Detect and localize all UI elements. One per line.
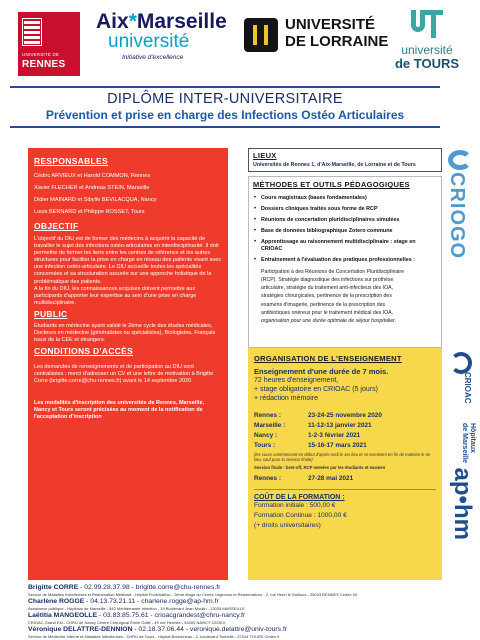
crioac-logo-text: CRIOAC <box>463 372 472 404</box>
contact-name: Laëtitia MANGEOLLE <box>28 612 98 619</box>
tours-logo-line2: de TOURS <box>394 56 460 71</box>
cout-heading: COÛT DE LA FORMATION : <box>254 493 345 501</box>
objectif-paragraph-2: A la fin du DIU, les connaissances acquises doivent permettre aux participants d'apporter leur expertise au sein d'une prise en charge multidisciplinaire. <box>34 285 197 306</box>
cout-line: Formation Continue : 1000,00 € <box>254 511 347 519</box>
rennes-logo-line1: UNIVERSITÉ DE <box>22 52 60 57</box>
organisation-panel <box>248 348 442 580</box>
responsable-item: Didier MAINARD et Sibylle BEVILACQUA, Nancy <box>34 197 157 203</box>
criogo-emblem-icon <box>448 150 472 170</box>
conditions-heading: CONDITIONS D'ACCÈS <box>34 346 134 357</box>
contact-name: Charlène ROGGE <box>28 598 85 605</box>
aphm-logo-text: Hôpitaux de Marseille ap•hm <box>449 423 476 540</box>
methode-detail-line: organisation pour une durée optimale de séjour hospitalier. <box>261 317 397 324</box>
organisation-lead: Enseignement d'une durée de 7 mois. <box>254 367 389 376</box>
criogo-logo <box>446 148 476 260</box>
responsable-item: Cédric ARVIEUX et Harold COMMON, Rennes <box>34 173 151 179</box>
amu-logo-line3: Initiative d'excellence <box>122 54 184 61</box>
cout-divider <box>254 489 436 490</box>
organisation-line: + stage obligatoire en CRIOAC (5 jours) <box>254 386 378 393</box>
lorraine-emblem-icon <box>244 18 278 52</box>
session-dates <box>254 411 436 451</box>
session-footnote: (les cours commencent en début d'après-midi le 1er lieu et se terminent en fin de matinée le 3e lieu, sauf pour la session finale) <box>254 452 431 463</box>
title-bottom-rule <box>10 126 440 128</box>
page-subtitle: Prévention et prise en charge des Infections Ostéo Articulaires <box>45 108 405 122</box>
conditions-note: Les modalités d'inscription des universités de Rennes, Marseille, Nancy et Tours seront précisées au moment de la notification de l'acceptation d'inscription <box>34 399 205 420</box>
aix-marseille-logo <box>96 10 236 70</box>
responsable-item: Louis BERNARD et Philippe ROSSET, Tours <box>34 209 145 215</box>
public-text: Étudiants en médecine ayant validé le 2ème cycle des études médicales, Docteurs en médecine (généralistes ou spécialistes), Biologistes, Français issus de la CEE et étrangers. <box>34 322 216 344</box>
contact-address: CRIOAC Grand Est - CHRU de Nancy Centre Chirurgical Émile Gallé - 49 rue Hermite - 54000 NANCY CEDEX <box>28 620 226 625</box>
methode-detail-line: Participation à des Réunions de Concertation Pluridisciplinaire <box>261 268 405 275</box>
contact-entry <box>28 584 458 597</box>
contact-name: Véronique DELATTRE-DENNION <box>28 626 133 633</box>
aphm-logo <box>448 420 478 540</box>
tours-logo-line1: université <box>401 43 453 57</box>
criogo-logo-text: CRIOGO <box>446 172 468 260</box>
cout-line: Formation initiale : 500,00 € <box>254 501 336 509</box>
cout-line: (+ droits universitaires) <box>254 521 321 529</box>
final-session-note: Session finale : best-off, RCP menées par les étudiants et examen <box>254 465 386 471</box>
methode-item: • Base de données bibliographique Zotero commune <box>253 228 437 235</box>
public-heading: PUBLIC <box>34 308 68 319</box>
contacts-section <box>28 584 458 640</box>
contact-details: - 02.99.28.37.98 - brigitte.corre@chu-rennes.fr <box>80 584 221 591</box>
organisation-line: 72 heures d'enseignement, <box>254 377 339 384</box>
objectif-heading: OBJECTIF <box>34 221 79 231</box>
responsables-heading: RESPONSABLES <box>34 156 108 166</box>
methode-item: • Dossiers cliniques traités sous forme de RCP <box>253 206 437 213</box>
session-row: Nancy : 1-2-3 février 2021 <box>254 432 361 439</box>
session-row: Marseille : 11-12-13 janvier 2021 <box>254 422 372 429</box>
lieux-box <box>248 148 442 172</box>
methode-detail-line: stratégies chirurgicales, pertinence de la prescription des <box>261 293 392 300</box>
contact-details: - 04.13.73.21.11 - charlene.rogge@ap-hm.fr <box>86 598 219 605</box>
tours-logo <box>384 10 470 71</box>
methode-item: • Réunions de concertation pluridisciplinaires simulées <box>253 217 437 224</box>
ermine-icon <box>22 18 42 46</box>
methode-detail-line: examens d'imagerie, pertinence de la prescription des <box>261 301 386 308</box>
methode-detail-line: (RCP). Stratégie diagnostique des infections sur prothèse <box>261 276 394 283</box>
page-title: DIPLÔME INTER-UNIVERSITAIRE <box>107 91 343 107</box>
lieux-text: Universités de Rennes 1, d'Aix-Marseille, de Lorraine et de Tours <box>253 162 416 168</box>
organisation-line: + rédaction mémoire <box>254 395 319 402</box>
contact-entry <box>28 626 458 639</box>
crioac-emblem-icon <box>450 352 472 374</box>
conditions-text: Les demandes de renseignements et de participation au DIU sont centralisées : merci d'adresser un CV et une lettre de motivation à Brigitte Corre (brigitte.corre@chu-rennes.fr) avant le 14 septembre 2020 <box>34 364 214 385</box>
methodes-heading: MÉTHODES ET OUTILS PÉDAGOGIQUES <box>253 180 410 189</box>
left-info-panel <box>28 148 228 580</box>
contact-address: Service de Médecine Interne et Maladies Infectieuses - CHRU de Tours - Hôpital Bretonneau - 2, boulevard Tonnellé - 37044 TOURS Cedex 9 <box>28 634 280 639</box>
lorraine-logo-line1: UNIVERSITÉ <box>285 16 376 33</box>
title-top-rule <box>10 86 440 88</box>
contact-name: Brigitte CORRE <box>28 584 79 591</box>
session-row: Rennes : 23-24-25 novembre 2020 <box>254 412 382 419</box>
objectif-paragraph-1: L'objectif du DIU est de former des médecins à acquérir la capacité de travailler le sujet des infections ostéo-articulaires en interdisciplinarité. Il doit permettre de former les liens entre les centres de référence et les autres structures pour faciliter la prise en charge en réseau des patients vivant avec une infection ostéo-articulaire. Le DIU accueille toutes les spécialités concernées et sa structuration assurée sur une approche holistique de la problématique des patients. <box>34 236 222 285</box>
contact-entry <box>28 598 458 611</box>
universite-rennes-logo <box>18 12 80 76</box>
contact-address: Service de Maladies Infectieuses et Réanimation Médicale - Hôpital Pontchaillou - 2ème étage du Centre Urgences et Réanimations - 2, rue Henri le Guilloux - 35033 RENNES Cedex 09 <box>28 592 358 597</box>
methode-item: • Apprentissage au raisonnement multidisciplinaire : stage en CRIOAC <box>253 239 437 253</box>
methodes-list <box>253 195 437 264</box>
contact-address: Assistance publique - Hôpitaux de Marseille - 842 Méditerranée Infection - 19 Boulevard Jean Moulin - 13005 MARSEILLE <box>28 606 245 611</box>
logo-bar <box>0 0 480 80</box>
tours-emblem-icon <box>407 10 447 44</box>
contact-entry <box>28 612 458 625</box>
crioac-logo <box>448 348 476 404</box>
amu-logo-line2: université <box>108 31 190 52</box>
methode-item: • Cours magistraux (bases fondamentales) <box>253 195 437 202</box>
responsable-item: Xavier FLECHER et Andreas STEIN, Marseille <box>34 185 150 191</box>
session-row: Tours : 15-16-17 mars 2021 <box>254 442 367 449</box>
rennes-logo-line2: RENNES <box>22 59 66 70</box>
lorraine-logo-line2: DE LORRAINE <box>285 33 389 50</box>
final-session-row: Rennes : 27-28 mai 2021 <box>254 474 354 482</box>
contact-details: - 02.18.37.06.44 - veronique.delattre@univ-tours.fr <box>134 626 288 633</box>
lorraine-logo <box>285 16 389 50</box>
organisation-heading: ORGANISATION DE L'ENSEIGNEMENT <box>254 354 402 363</box>
responsables-list <box>34 173 222 216</box>
methodes-box <box>248 176 442 348</box>
methode-item: • Entraînement à l'évaluation des pratiques professionnelles : <box>253 257 437 264</box>
amu-logo-line1: Aix*Marseille <box>96 10 227 33</box>
methode-detail-line: antibiotiques onéreux pour le traitement médical des IOA, <box>261 309 394 316</box>
contact-details: - 03.83.85.75.61 - crioacgrandest@chru-nancy.fr <box>99 612 246 619</box>
lieux-heading: LIEUX <box>253 151 277 160</box>
methode-detail-line: articulaire, stratégie du traitement anti-infectieux des IOA, <box>261 285 394 292</box>
